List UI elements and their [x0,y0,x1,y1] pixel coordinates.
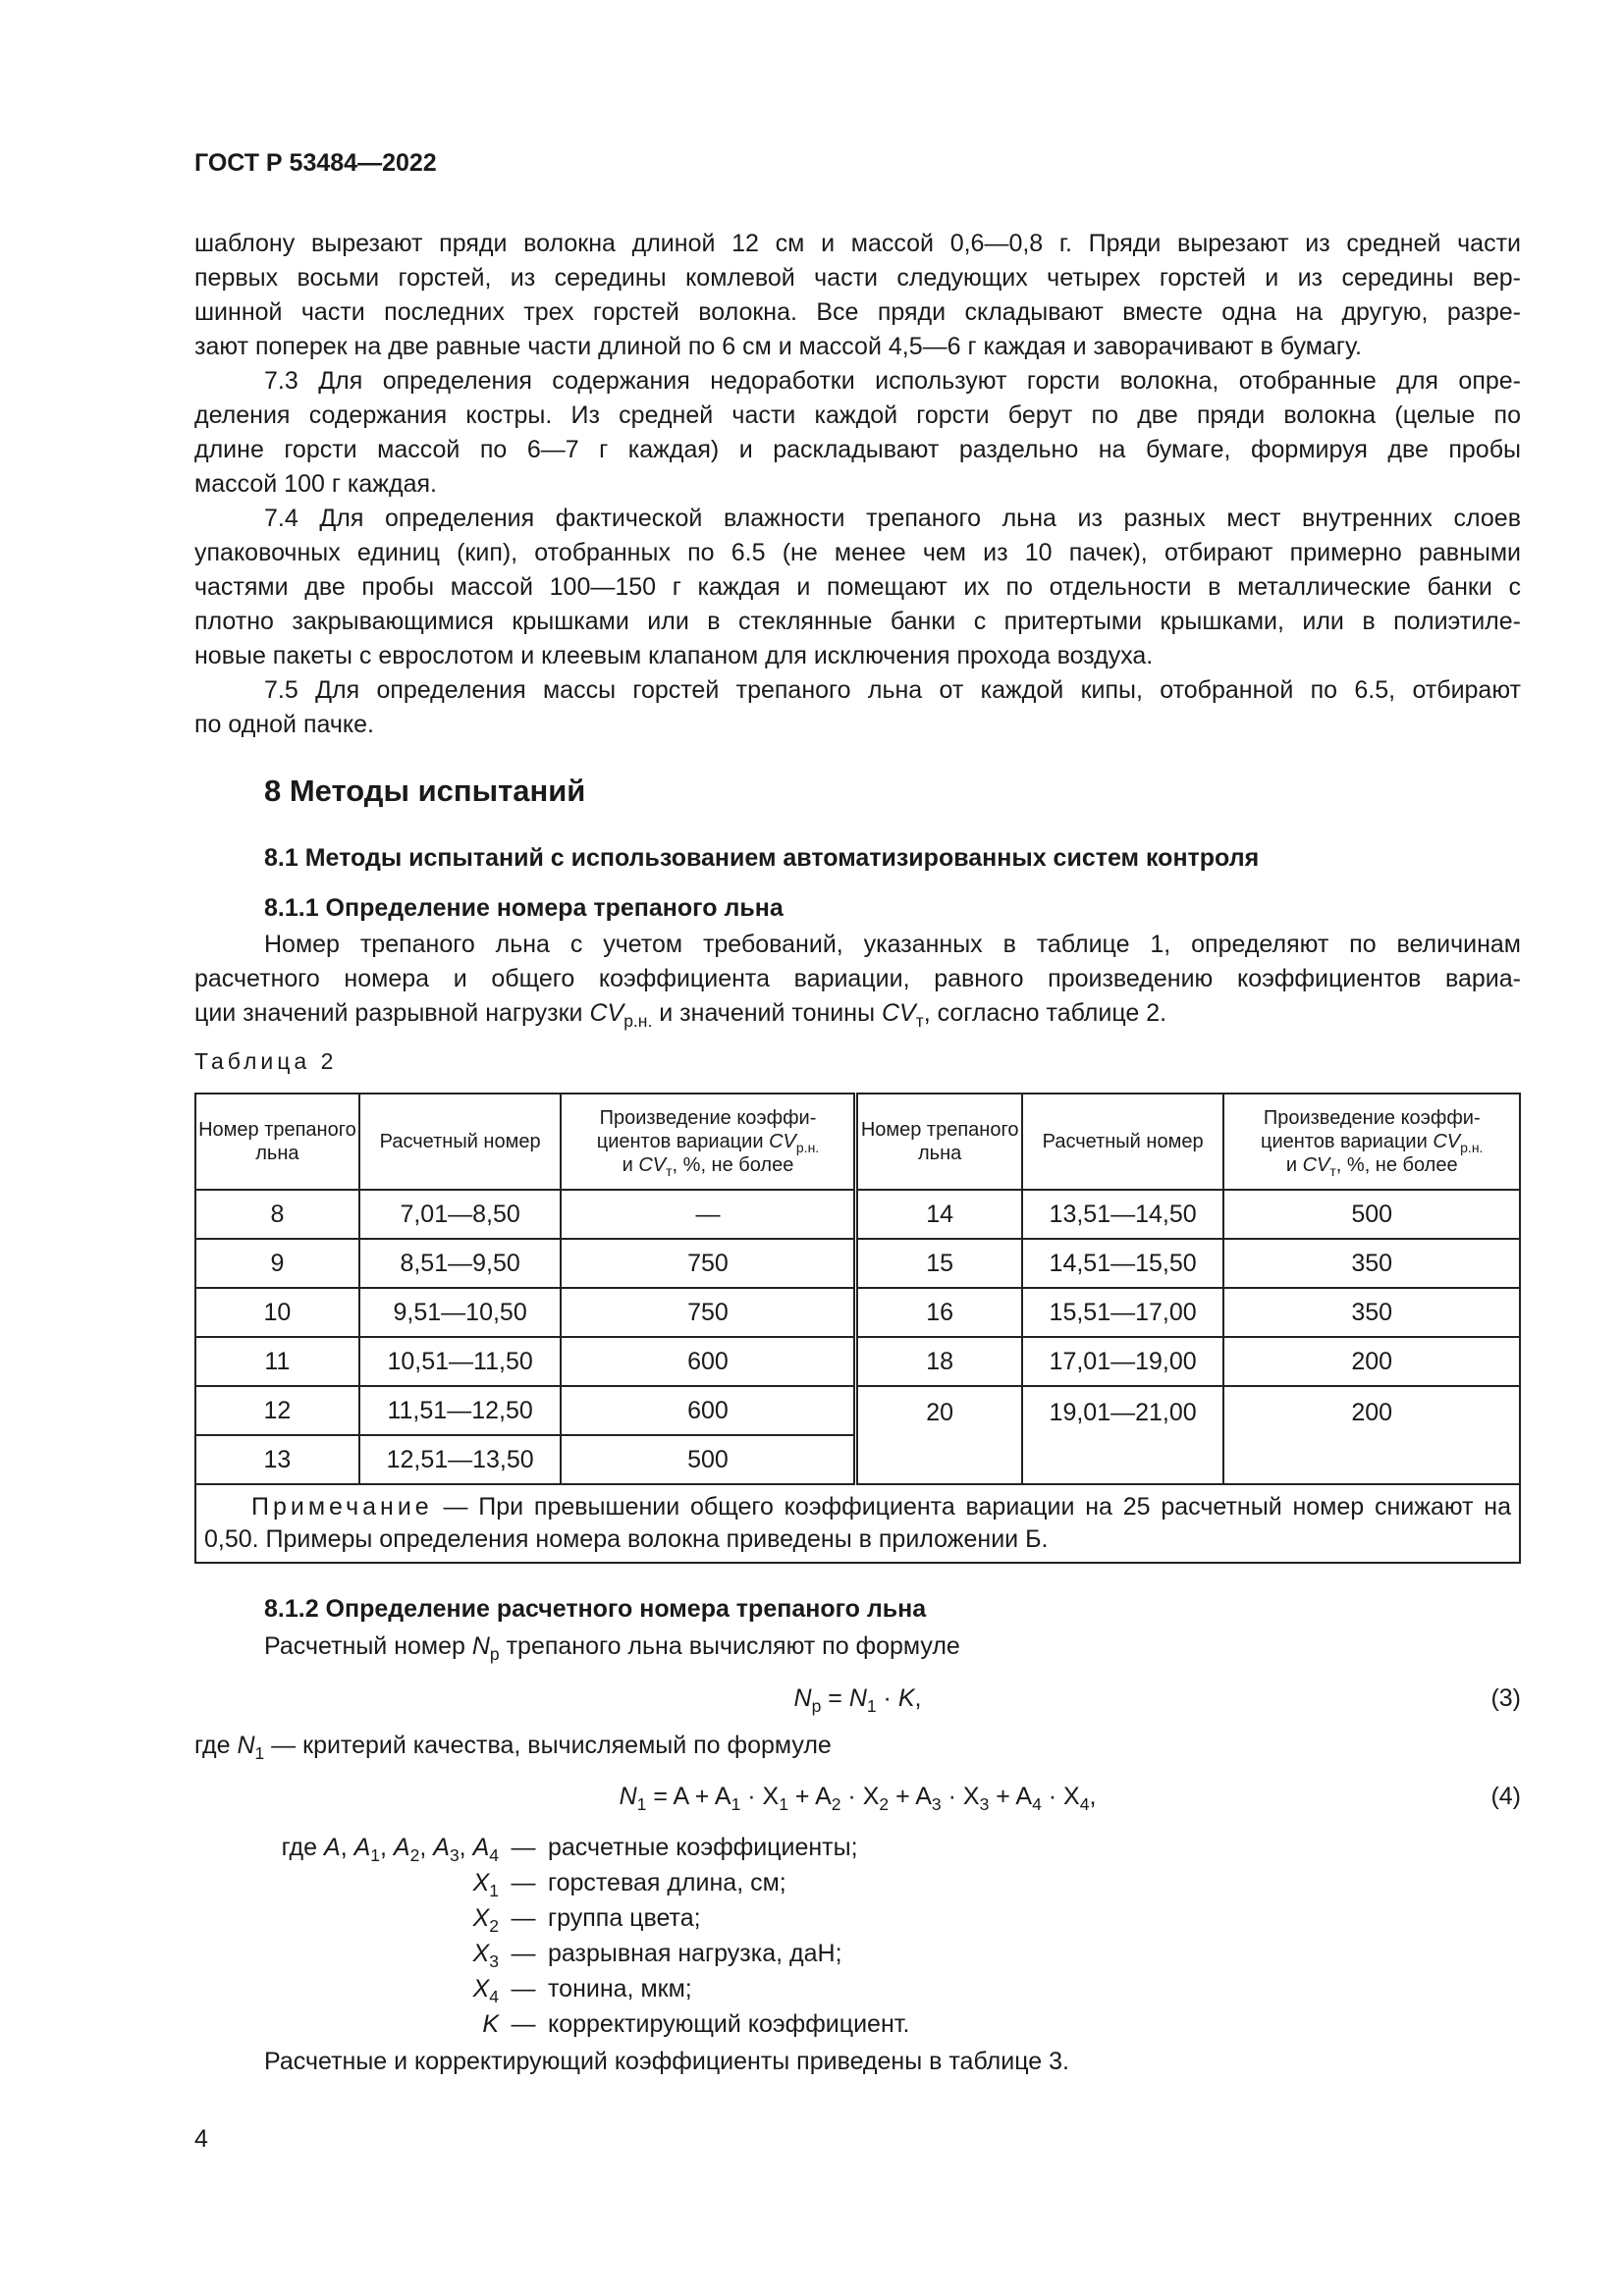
text: и значений тонины [652,999,882,1027]
subscript: р.н. [623,1011,653,1032]
header-text: Произведение коэффи- [1263,1107,1481,1129]
formula-number: (3) [1490,1684,1521,1712]
subscript: р.н. [1460,1139,1484,1155]
cell-calc: 7,01—8,50 [359,1190,562,1239]
header-text: Расчетный номер [1042,1131,1204,1152]
note-label: Примечание [251,1493,433,1521]
legend-row [194,1971,1521,2006]
text-line: массой 100 г каждая. [194,470,437,498]
cell-calc: 14,51—15,50 [1022,1239,1224,1288]
header-text: и [622,1154,639,1176]
formula-4-expression: $N_1 = A + A_1 \cdot X_1 + A_2 \cdot X_2 + A_3 \cdot X_3 + A_4 \cdot X_4$, [619,1783,1097,1815]
legend-symbol: K [482,2010,499,2038]
header-number [856,1094,1022,1190]
cell-number: 14 [856,1190,1022,1239]
cell-product: 350 [1223,1239,1520,1288]
legend-symbol: $X_4$ [472,1975,499,2007]
dash: — [511,1975,536,2002]
table-row [195,1288,1520,1337]
text-line: новые пакеты с еврослотом и клеевым клапаном для исключения прохода воздуха. [194,642,1154,669]
legend-symbol: $X_1$ [472,1869,499,1901]
paragraph-8-1-1 [194,928,1521,1031]
subscript: т [666,1162,673,1179]
cell-product: 750 [561,1288,856,1337]
text-line: Номер трепаного льна с учетом требований, указанных в таблице 1, определяют по величинам [264,931,1521,958]
text: трепаного льна вычисляют по формуле [499,1632,960,1660]
cell-product: 200 [1223,1337,1520,1386]
table-note [195,1484,1520,1563]
cell-calc: 11,51—12,50 [359,1386,562,1435]
note-text: — При превышении общего коэффициента вариации на 25 расчетный номер снижают на 0,50. Примеры определения номера волокна приведены в приложении Б. [204,1493,1511,1553]
formula-3 [194,1679,1521,1718]
header-text: , %, не более [672,1154,794,1176]
subscript: р [489,1644,500,1665]
text: Расчетный номер [264,1632,472,1660]
table-header-row [195,1094,1520,1190]
cell-product: 350 [1223,1288,1520,1337]
header-product [561,1094,856,1190]
cell-calc: 13,51—14,50 [1022,1190,1224,1239]
table-row [195,1239,1520,1288]
symbol-legend [194,1830,1521,2042]
section-8-heading: 8 Методы испытаний [264,774,586,808]
cell-number: 15 [856,1239,1022,1288]
page-number: 4 [194,2125,208,2153]
header-calc [359,1094,562,1190]
text: — критерий качества, вычисляемый по формуле [264,1732,832,1759]
cell-product: — [561,1190,856,1239]
legend-row [194,1865,1521,1900]
formula-4 [194,1777,1521,1816]
section-8-1-2-heading: 8.1.2 Определение расчетного номера трепаного льна [264,1595,927,1623]
cell-calc: 9,51—10,50 [359,1288,562,1337]
cell-number: 11 [195,1337,359,1386]
legend-symbol: где A, $A_1$, $A_2$, $A_3$, $A_4$ [281,1834,499,1866]
legend-desc: корректирующий коэффициент. [548,2010,910,2038]
table-row [195,1337,1520,1386]
table-note-row [195,1484,1520,1563]
legend-desc: горстевая длина, см; [548,1869,786,1896]
cell-product: 750 [561,1239,856,1288]
dash: — [511,2010,536,2038]
legend-desc: группа цвета; [548,1904,701,1932]
legend-desc: разрывная нагрузка, даН; [548,1940,842,1967]
cell-number: 9 [195,1239,359,1288]
legend-row [194,1900,1521,1936]
header-number [195,1094,359,1190]
header-text: циентов вариации [596,1131,770,1152]
text-line: плотно закрывающимися крышками или в стеклянные банки с притертыми крышками, или в полиэтиле- [194,608,1521,635]
cell-number: 10 [195,1288,359,1337]
formula-number: (4) [1490,1783,1521,1810]
cv-symbol: CV [881,999,916,1027]
cell-product: 500 [561,1435,856,1484]
cell-number: 12 [195,1386,359,1435]
cell-calc: 19,01—21,00 [1022,1386,1224,1484]
section-8-1-heading: 8.1 Методы испытаний с использованием автоматизированных систем контроля [264,844,1260,872]
header-text: и [1285,1154,1303,1176]
cell-number: 13 [195,1435,359,1484]
cv-symbol: CV [638,1154,667,1176]
cell-product: 200 [1223,1386,1520,1484]
text-line: шинной части последних трех горстей волокна. Все пряди складывают вместе одна на другую, разре- [194,298,1521,326]
paragraph-final: Расчетные и корректирующий коэффициенты приведены в таблице 3. [264,2048,1069,2075]
text-line: частями две пробы массой 100—150 г каждая и помещают их по отдельности в металлические банки с [194,573,1521,601]
table-row [195,1386,1520,1435]
subscript: р.н. [795,1139,820,1155]
where-n1: где $N_1$ — критерий качества, вычисляемый по формуле [194,1732,832,1764]
legend-row [194,1830,1521,1865]
text-line: первых восьми горстей, из середины комлевой части следующих четырех горстей и из середины вер- [194,264,1521,292]
cell-calc: 17,01—19,00 [1022,1337,1224,1386]
header-text: Произведение коэффи- [599,1107,817,1129]
header-text: циентов вариации [1261,1131,1434,1152]
header-calc [1022,1094,1224,1190]
cell-calc: 15,51—17,00 [1022,1288,1224,1337]
cell-product: 600 [561,1386,856,1435]
cell-calc: 12,51—13,50 [359,1435,562,1484]
text: ции значений разрывной нагрузки [194,999,590,1027]
dash: — [511,1834,536,1861]
paragraph-intro [194,227,1521,742]
legend-desc: тонина, мкм; [548,1975,692,2002]
section-8-1-1-heading: 8.1.1 Определение номера трепаного льна [264,894,784,922]
cell-product: 600 [561,1337,856,1386]
text-line [194,996,1521,1031]
text-line: шаблону вырезают пряди волокна длиной 12 см и массой 0,6—0,8 г. Пряди вырезают из средней части [194,230,1521,257]
cell-calc: 10,51—11,50 [359,1337,562,1386]
text-line: упаковочных единиц (кип), отобранных по 6.5 (не менее чем из 10 пачек), отбирают примерно равными [194,539,1521,566]
table-2 [194,1093,1521,1564]
document-header: ГОСТ Р 53484—2022 [194,149,437,177]
dash: — [511,1869,536,1896]
cv-symbol: CV [1433,1131,1461,1152]
legend-symbol: $X_3$ [472,1940,499,1972]
text: , согласно таблице 2. [923,999,1167,1027]
header-product [1223,1094,1520,1190]
legend-symbol: $X_2$ [472,1904,499,1937]
cv-symbol: CV [769,1131,796,1152]
cell-product: 500 [1223,1190,1520,1239]
cell-calc: 8,51—9,50 [359,1239,562,1288]
formula-3-expression: $N_р = N_1 \cdot K$, [793,1684,922,1717]
header-text: , %, не более [1335,1154,1458,1176]
legend-row [194,2006,1521,2042]
text: где [194,1732,238,1759]
cell-number: 20 [856,1386,1022,1484]
subscript: т [1329,1162,1336,1179]
text-line: 7.4 Для определения фактической влажности трепаного льна из разных мест внутренних слоев [264,505,1521,532]
legend-row [194,1936,1521,1971]
table-row [195,1190,1520,1239]
cv-symbol: CV [589,999,624,1027]
dash: — [511,1940,536,1967]
cell-number: 16 [856,1288,1022,1337]
cell-number: 18 [856,1337,1022,1386]
text-line: зают поперек на две равные части длиной по 6 см и массой 4,5—6 г каждая и заворачивают в бумагу. [194,333,1362,360]
text-line: длине горсти массой по 6—7 г каждая) и раскладывают раздельно на бумаге, формируя две пробы [194,436,1521,463]
subscript: т [915,1011,924,1032]
cv-symbol: CV [1302,1154,1330,1176]
header-text: Расчетный номер [379,1131,541,1152]
paragraph-8-1-2 [194,1629,1591,1664]
cell-number: 8 [195,1190,359,1239]
header-text: Номер трепаного льна [860,1119,1019,1164]
text-line: 7.5 Для определения массы горстей трепаного льна от каждой кипы, отобранной по 6.5, отбирают [264,676,1521,704]
text-line: расчетного номера и общего коэффициента вариации, равного произведению коэффициентов вариа- [194,965,1521,992]
header-text: Номер трепаного льна [198,1119,356,1164]
text-line: по одной пачке. [194,711,374,738]
dash: — [511,1904,536,1932]
text-line: деления содержания костры. Из средней части каждой горсти берут по две пряди волокна (целые по [194,401,1521,429]
text-line: 7.3 Для определения содержания недоработки используют горсти волокна, отобранные для опре- [264,367,1521,395]
table-caption: Таблица 2 [194,1048,338,1074]
legend-desc: расчетные коэффициенты; [548,1834,858,1861]
symbol: N [471,1632,490,1660]
